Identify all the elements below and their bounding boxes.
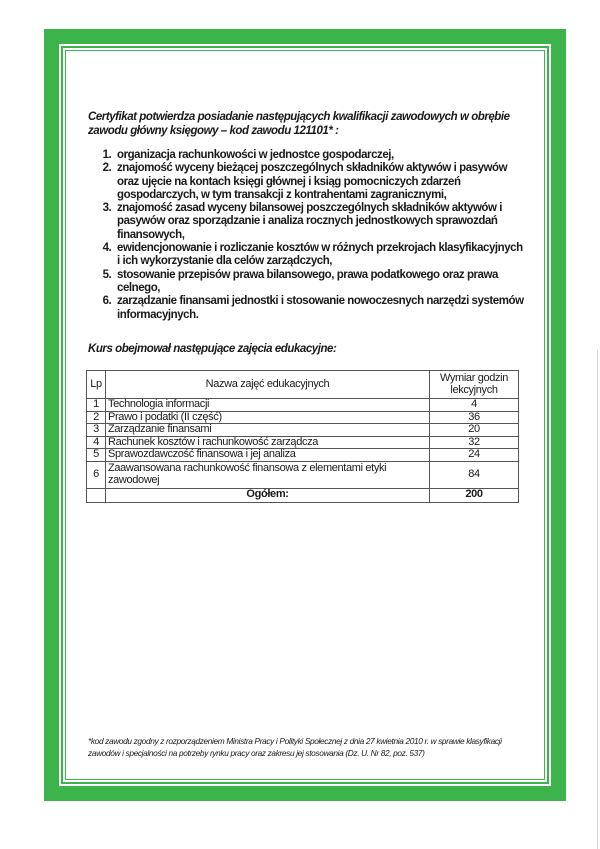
table-row [87,461,519,488]
total-lp-empty [87,488,106,502]
table-row [87,411,519,424]
row-name: Rachunek kosztów i rachunkowość zarządcza [106,436,430,449]
row-hours: 20 [430,424,519,437]
row-name: Sprawozdawczość finansowa i jej analiza [106,449,430,462]
qualification-item: 4. ewidencjonowanie i rozliczanie kosztów w różnych przekrojach klasyfikacyjnych i ich wykorzystanie dla celów zarządczych, [114,242,528,269]
table-row [87,436,519,449]
qualifications-section [88,110,528,322]
header-name: Nazwa zajęć edukacyjnych [106,371,430,399]
table-total-row [87,488,519,502]
row-lp: 1 [87,399,106,412]
row-lp: 6 [87,461,106,488]
qualification-item: 5. stosowanie przepisów prawa bilansowego, prawa podatkowego oraz prawa celnego, [114,269,528,296]
qualifications-list [88,149,528,322]
table-row [87,399,519,412]
row-name: Technologia informacji [106,399,430,412]
row-hours: 84 [430,461,519,488]
qualification-item: 2. znajomość wyceny bieżącej poszczególnych składników aktywów i pasywów oraz ujęcie na kontach księgi głównej i ksiąg pomocniczych zdarzeń gospodarczych, w tym transakcji z kontrahentami zagranicznymi, [114,162,528,202]
row-hours: 4 [430,399,519,412]
courses-table [86,370,519,503]
course-title: Kurs obejmował następujące zajęcia edukacyjne: [88,343,337,355]
row-name: Zarządzanie finansami [106,424,430,437]
row-hours: 36 [430,411,519,424]
row-lp: 2 [87,411,106,424]
header-hours: Wymiar godzin lekcyjnych [430,371,519,399]
row-hours: 24 [430,449,519,462]
header-lp: Lp [87,371,106,399]
footnote: *kod zawodu zgodny z rozporządzeniem Ministra Pracy i Polityki Społecznej z dnia 27 kwietnia 2010 r. w sprawie klasyfikacji zawodów i specjalności na potrzeby rynku pracy oraz zakresu jej stosowania (Dz. U. Nr 82, poz. 537) [88,736,502,758]
total-hours: 200 [430,488,519,502]
qualification-item: 1. organizacja rachunkowości w jednostce gospodarczej, [114,149,528,162]
row-name: Zaawansowana rachunkowość finansowa z elementami etyki zawodowej [106,461,430,488]
table-row [87,449,519,462]
table-header-row [87,371,519,399]
row-lp: 3 [87,424,106,437]
row-hours: 32 [430,436,519,449]
row-name: Prawo i podatki (II część) [106,411,430,424]
qualification-item: 6. zarządzanie finansami jednostki i stosowanie nowoczesnych narzędzi systemów informacyjnych. [114,295,528,322]
row-lp: 5 [87,449,106,462]
total-label: Ogółem: [106,488,430,502]
intro-text: Certyfikat potwierdza posiadanie następujących kwalifikacji zawodowych w obrębie zawodu główny księgowy – kod zawodu 121101* : [88,111,510,137]
table-row [87,424,519,437]
row-lp: 4 [87,436,106,449]
qualification-item: 3. znajomość zasad wyceny bilansowej poszczególnych składników aktywów i pasywów oraz sporządzanie i analiza rocznych jednostkowych sprawozdań finansowych, [114,202,528,242]
scan-edge-line [597,350,598,849]
